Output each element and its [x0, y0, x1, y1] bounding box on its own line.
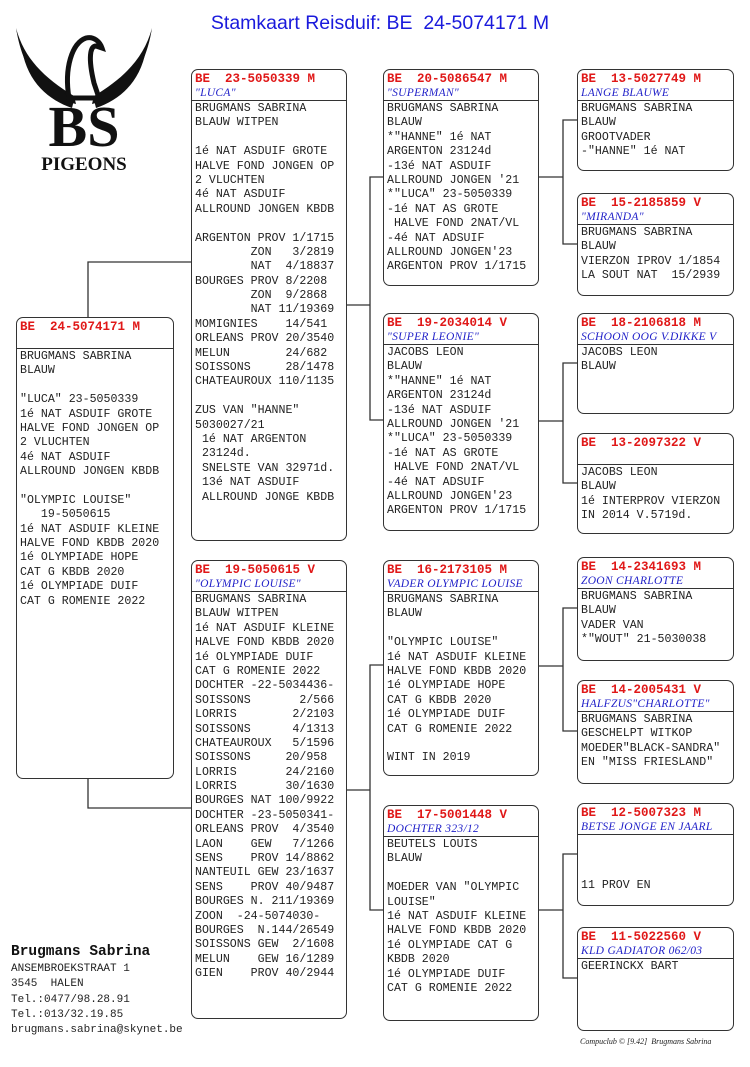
- card-line: BRUGMANS SABRINA: [581, 102, 693, 115]
- card-line: CAT G ROMENIE 2022: [20, 594, 146, 608]
- pigeon-name: ZOON CHARLOTTE: [581, 575, 684, 587]
- pedigree-card-dam-sire: [383, 560, 539, 776]
- card-line: 1é OLYMPIADE HOPE: [20, 551, 139, 565]
- card-header: [17, 318, 173, 349]
- card-line: 1é NAT ASDUIF KLEINE: [195, 621, 335, 635]
- card-line: ORLEANS PROV 4/3540: [195, 823, 335, 837]
- card-line: BRUGMANS SABRINA: [387, 102, 499, 115]
- pigeon-name: HALFZUS"CHARLOTTE": [581, 698, 710, 710]
- card-line: ARGENTON PROV 1/1715: [195, 231, 335, 245]
- logo-text-bs: BS: [48, 94, 120, 159]
- card-line: 1é OLYMPIADE CAT G: [387, 938, 513, 952]
- pedigree-card-ds-sire: [577, 557, 734, 661]
- card-line: -13é NAT ASDUIF: [387, 403, 492, 417]
- card-line: [581, 850, 733, 864]
- pedigree-card-dam-dam: [383, 805, 539, 1021]
- card-line: -1é NAT AS GROTE: [387, 446, 499, 460]
- ring-number: BE 18-2106818 M: [581, 316, 702, 330]
- card-line: JACOBS LEON: [387, 346, 464, 359]
- card-line: GESCHELPT WITKOP: [581, 727, 693, 741]
- card-line: BLAUW: [581, 240, 616, 254]
- pigeon-name: "OLYMPIC LOUISE": [195, 578, 301, 590]
- card-line: BRUGMANS SABRINA: [581, 590, 693, 603]
- card-line: ZOON -24-5074030-: [195, 909, 321, 923]
- card-line: *"WOUT" 21-5030038: [581, 633, 707, 647]
- card-header: [384, 314, 538, 345]
- card-line: 23124d.: [195, 447, 251, 461]
- card-line: CHATEAUROUX 110/1135: [195, 375, 335, 389]
- card-line: -"HANNE" 1é NAT: [581, 145, 686, 159]
- ring-number: BE 12-5007323 M: [581, 806, 702, 820]
- card-line: "OLYMPIC LOUISE": [20, 493, 132, 507]
- card-line: ALLROUND JONGEN'23: [387, 245, 513, 259]
- card-body: [384, 592, 538, 766]
- card-line: BOURGES NAT 100/9922: [195, 794, 335, 808]
- card-line: [387, 622, 538, 636]
- owner-email: brugmans.sabrina@skynet.be: [11, 1024, 183, 1037]
- card-line: ZUS VAN "HANNE": [195, 404, 300, 418]
- card-line: [581, 836, 733, 850]
- card-body: [578, 101, 733, 160]
- card-line: 13é NAT ASDUIF: [195, 476, 300, 490]
- card-line: BLAUW: [387, 607, 422, 621]
- card-line: HALVE FOND KBDB 2020: [387, 924, 527, 938]
- card-line: *"HANNE" 1é NAT: [387, 130, 492, 144]
- card-line: BLAUW: [387, 360, 422, 374]
- card-line: BLAUW: [581, 116, 616, 130]
- card-header: [578, 194, 733, 225]
- card-line: -4é NAT ADSUIF: [387, 231, 485, 245]
- card-line: BLAUW: [581, 604, 616, 618]
- card-line: [387, 867, 538, 881]
- pedigree-card-sire-sire: [383, 69, 539, 286]
- card-line: SENS PROV 40/9487: [195, 880, 335, 894]
- card-line: LOUISE": [387, 895, 436, 909]
- ring-number: BE 19-5050615 V: [195, 563, 316, 577]
- card-line: ARGENTON 23124d: [387, 389, 492, 403]
- card-line: IN 2014 V.5719d.: [581, 509, 693, 523]
- card-body: [384, 345, 538, 519]
- card-line: *"LUCA" 23-5050339: [387, 188, 513, 202]
- card-line: JACOBS LEON: [581, 346, 658, 359]
- owner-city: 3545 HALEN: [11, 978, 84, 991]
- card-line: 1é OLYMPIADE DUIF: [20, 580, 139, 594]
- card-body: [384, 101, 538, 275]
- pigeon-name: VADER OLYMPIC LOUISE: [387, 578, 523, 590]
- card-body: [192, 592, 346, 982]
- card-line: NAT 11/19369: [195, 303, 335, 317]
- ring-number: BE 19-2034014 V: [387, 316, 508, 330]
- card-header: [578, 314, 733, 345]
- pigeon-name: "LUCA": [195, 87, 236, 99]
- card-line: ORLEANS PROV 20/3540: [195, 332, 335, 346]
- card-line: HALVE FOND 2NAT/VL: [387, 461, 520, 475]
- ring-number: BE 17-5001448 V: [387, 808, 508, 822]
- pedigree-card-sire-dam: [383, 313, 539, 531]
- card-line: CAT G ROMENIE 2022: [195, 664, 321, 678]
- card-header: [578, 558, 733, 589]
- card-line: ZON 3/2819: [195, 245, 335, 259]
- card-line: [20, 480, 173, 494]
- card-line: MOEDER VAN "OLYMPIC: [387, 881, 520, 895]
- pigeon-name: "SUPERMAN": [387, 87, 460, 99]
- card-line: 11 PROV EN: [581, 879, 651, 893]
- card-line: LORRIS 2/2103: [195, 708, 335, 722]
- card-line: 1é NAT ASDUIF GROTE: [20, 407, 153, 421]
- card-line: WINT IN 2019: [387, 751, 471, 765]
- pedigree-card-dd-dam: [577, 927, 734, 1031]
- card-line: ALLROUND JONGEN KBDB: [20, 465, 160, 479]
- pigeon-name: DOCHTER 323/12: [387, 823, 480, 835]
- card-line: BOURGES N. 211/19369: [195, 895, 335, 909]
- card-line: 1é NAT ASDUIF KLEINE: [387, 909, 527, 923]
- card-line: KBDB 2020: [387, 953, 450, 967]
- ring-number: BE 13-2097322 V: [581, 436, 702, 450]
- card-line: LORRIS 24/2160: [195, 765, 335, 779]
- card-line: ZON 9/2868: [195, 289, 328, 303]
- card-line: CHATEAUROUX 5/1596: [195, 736, 335, 750]
- card-line: BLAUW: [20, 364, 55, 378]
- card-header: [384, 70, 538, 101]
- card-line: [581, 865, 733, 879]
- page-title: Stamkaart Reisduif: BE 24-5074171 M: [210, 12, 550, 34]
- card-body: [578, 959, 733, 974]
- card-line: CAT G ROMENIE 2022: [387, 722, 513, 736]
- card-line: CAT G KBDB 2020: [387, 693, 492, 707]
- card-line: BRUGMANS SABRINA: [581, 226, 693, 239]
- card-line: 1é OLYMPIADE DUIF: [387, 708, 506, 722]
- card-line: [387, 737, 538, 751]
- card-line: LA SOUT NAT 15/2939: [581, 269, 721, 283]
- card-line: SOISSONS 4/1313: [195, 722, 335, 736]
- card-line: JACOBS LEON: [581, 466, 658, 479]
- card-line: NAT 4/18837: [195, 260, 335, 274]
- card-body: [384, 837, 538, 996]
- card-header: [384, 806, 538, 837]
- card-line: *"HANNE" 1é NAT: [387, 374, 492, 388]
- pedigree-card-subject: [16, 317, 174, 779]
- card-line: HALVE FOND KBDB 2020: [20, 537, 160, 551]
- card-line: 1é OLYMPIADE HOPE: [387, 679, 506, 693]
- card-header: [192, 561, 346, 592]
- card-line: "OLYMPIC LOUISE": [387, 636, 499, 650]
- card-line: BLAUW: [581, 360, 616, 374]
- ring-number: BE 14-2341693 M: [581, 560, 702, 574]
- pedigree-card-dd-sire: [577, 803, 734, 906]
- card-line: SOISSONS 20/958: [195, 751, 328, 765]
- card-line: BRUGMANS SABRINA: [387, 593, 499, 606]
- owner-phone-1: Tel.:0477/98.28.91: [11, 993, 130, 1006]
- pedigree-card-dam: [191, 560, 347, 1019]
- card-line: BLAUW WITPEN: [195, 116, 279, 130]
- pigeon-name: BETSE JONGE EN JAARL: [581, 821, 713, 833]
- card-header: [578, 70, 733, 101]
- pigeon-name: "SUPER LEONIE": [387, 331, 480, 343]
- ring-number: BE 23-5050339 M: [195, 72, 316, 86]
- card-line: ARGENTON PROV 1/1715: [387, 504, 527, 518]
- card-line: MELUN 24/682: [195, 346, 328, 360]
- card-line: BRUGMANS SABRINA: [195, 593, 307, 606]
- card-line: LAON GEW 7/1266: [195, 837, 335, 851]
- card-body: [192, 101, 346, 505]
- card-line: MELUN GEW 16/1289: [195, 952, 335, 966]
- card-header: [578, 928, 733, 959]
- card-line: 1é NAT ASDUIF GROTE: [195, 145, 328, 159]
- card-line: [195, 131, 346, 145]
- card-line: HALVE FOND JONGEN OP: [195, 159, 335, 173]
- owner-name: Brugmans Sabrina: [11, 944, 151, 960]
- card-line: SENS PROV 14/8862: [195, 852, 335, 866]
- pedigree-card-sd-sire: [577, 313, 734, 414]
- ring-number: BE 11-5022560 V: [581, 930, 702, 944]
- card-line: [20, 379, 173, 393]
- card-body: [578, 225, 733, 284]
- card-line: 4é NAT ASDUIF: [20, 450, 111, 464]
- card-line: MOEDER"BLACK-SANDRA": [581, 741, 721, 755]
- card-line: DOCHTER -23-5050341-: [195, 808, 335, 822]
- logo-text-pigeons: PIGEONS: [41, 154, 127, 175]
- card-body: [578, 835, 733, 894]
- card-line: CAT G KBDB 2020: [20, 565, 125, 579]
- ring-number: BE 20-5086547 M: [387, 72, 508, 86]
- card-line: "LUCA" 23-5050339: [20, 393, 139, 407]
- pedigree-card-sd-dam: [577, 433, 734, 534]
- card-line: 1é NAT ASDUIF KLEINE: [387, 650, 527, 664]
- card-line: CAT G ROMENIE 2022: [387, 981, 513, 995]
- card-line: BLAUW: [387, 852, 422, 866]
- ring-number: BE 24-5074171 M: [20, 320, 141, 334]
- card-line: 5030027/21: [195, 418, 265, 432]
- card-line: GEERINCKX BART: [581, 960, 679, 973]
- card-line: 1é OLYMPIADE DUIF: [387, 967, 506, 981]
- card-line: BLAUW: [387, 116, 422, 130]
- card-line: 1é INTERPROV VIERZON: [581, 494, 721, 508]
- card-line: BLAUW WITPEN: [195, 607, 279, 621]
- pedigree-card-ss-dam: [577, 193, 734, 296]
- pigeon-name: SCHOON OOG V.DIKKE V: [581, 331, 717, 343]
- card-line: SNELSTE VAN 32971d.: [195, 461, 335, 475]
- card-line: GIEN PROV 40/2944: [195, 967, 335, 981]
- owner-phone-2: Tel.:013/32.19.85: [11, 1008, 124, 1021]
- card-line: LORRIS 30/1630: [195, 780, 335, 794]
- card-line: VIERZON IPROV 1/1854: [581, 254, 721, 268]
- card-line: [195, 390, 346, 404]
- card-line: 4é NAT ASDUIF: [195, 188, 286, 202]
- card-body: [578, 345, 733, 375]
- card-line: 1é NAT ASDUIF KLEINE: [20, 522, 160, 536]
- card-header: [578, 434, 733, 465]
- card-line: *"LUCA" 23-5050339: [387, 432, 513, 446]
- card-line: HALVE FOND KBDB 2020: [195, 636, 335, 650]
- pigeon-name: KLD GADIATOR 062/03: [581, 945, 703, 957]
- card-line: BEUTELS LOUIS: [387, 838, 478, 851]
- card-line: ALLROUND JONGEN '21: [387, 417, 520, 431]
- card-line: BOURGES PROV 8/2208: [195, 274, 328, 288]
- owner-info: [11, 942, 183, 1038]
- card-header: [192, 70, 346, 101]
- card-line: ARGENTON PROV 1/1715: [387, 260, 527, 274]
- pedigree-card-ss-sire: [577, 69, 734, 171]
- card-line: HALVE FOND KBDB 2020: [387, 664, 527, 678]
- card-line: VADER VAN: [581, 618, 644, 632]
- pedigree-card-ds-dam: [577, 680, 734, 784]
- card-body: [578, 712, 733, 771]
- card-line: 19-5050615: [20, 508, 111, 522]
- card-line: BRUGMANS SABRINA: [195, 102, 307, 115]
- card-line: SOISSONS 28/1478: [195, 361, 335, 375]
- card-line: MOMIGNIES 14/541: [195, 317, 328, 331]
- card-line: SOISSONS GEW 2/1608: [195, 938, 335, 952]
- card-line: 1é OLYMPIADE DUIF: [195, 650, 314, 664]
- footer-credit: Compuclub © [9.42] Brugmans Sabrina: [580, 1037, 712, 1046]
- card-line: [195, 217, 346, 231]
- card-line: 1é NAT ARGENTON: [195, 432, 307, 446]
- card-body: [578, 589, 733, 648]
- card-line: BRUGMANS SABRINA: [581, 713, 693, 726]
- card-line: ALLROUND JONGEN KBDB: [195, 202, 335, 216]
- card-line: ARGENTON 23124d: [387, 145, 492, 159]
- card-line: GROOTVADER: [581, 130, 651, 144]
- card-line: -4é NAT ADSUIF: [387, 475, 485, 489]
- ring-number: BE 16-2173105 M: [387, 563, 508, 577]
- card-line: ALLROUND JONGEN '21: [387, 173, 520, 187]
- owner-address: ANSEMBROEKSTRAAT 1: [11, 963, 130, 975]
- card-body: [17, 349, 173, 609]
- card-line: HALVE FOND JONGEN OP: [20, 421, 160, 435]
- pigeon-name: LANGE BLAUWE: [581, 87, 670, 99]
- card-line: HALVE FOND 2NAT/VL: [387, 217, 520, 231]
- card-header: [578, 681, 733, 712]
- card-line: EN "MISS FRIESLAND": [581, 756, 714, 770]
- card-line: 2 VLUCHTEN: [20, 436, 90, 450]
- card-line: NANTEUIL GEW 23/1637: [195, 866, 335, 880]
- card-body: [578, 465, 733, 524]
- pigeon-name: "MIRANDA": [581, 211, 644, 223]
- card-line: SOISSONS 2/566: [195, 693, 335, 707]
- card-line: BRUGMANS SABRINA: [20, 350, 132, 363]
- card-header: [384, 561, 538, 592]
- card-line: ALLROUND JONGE KBDB: [195, 490, 335, 504]
- card-line: BOURGES N.144/26549: [195, 923, 335, 937]
- pedigree-card-sire: [191, 69, 347, 541]
- ring-number: BE 13-5027749 M: [581, 72, 702, 86]
- card-line: BLAUW: [581, 480, 616, 494]
- card-line: 2 VLUCHTEN: [195, 173, 265, 187]
- ring-number: BE 15-2185859 V: [581, 196, 702, 210]
- card-line: DOCHTER -22-5034436-: [195, 679, 335, 693]
- card-line: ALLROUND JONGEN'23: [387, 489, 513, 503]
- card-header: [578, 804, 733, 835]
- ring-number: BE 14-2005431 V: [581, 683, 702, 697]
- card-line: -13é NAT ASDUIF: [387, 159, 492, 173]
- card-line: -1é NAT AS GROTE: [387, 202, 499, 216]
